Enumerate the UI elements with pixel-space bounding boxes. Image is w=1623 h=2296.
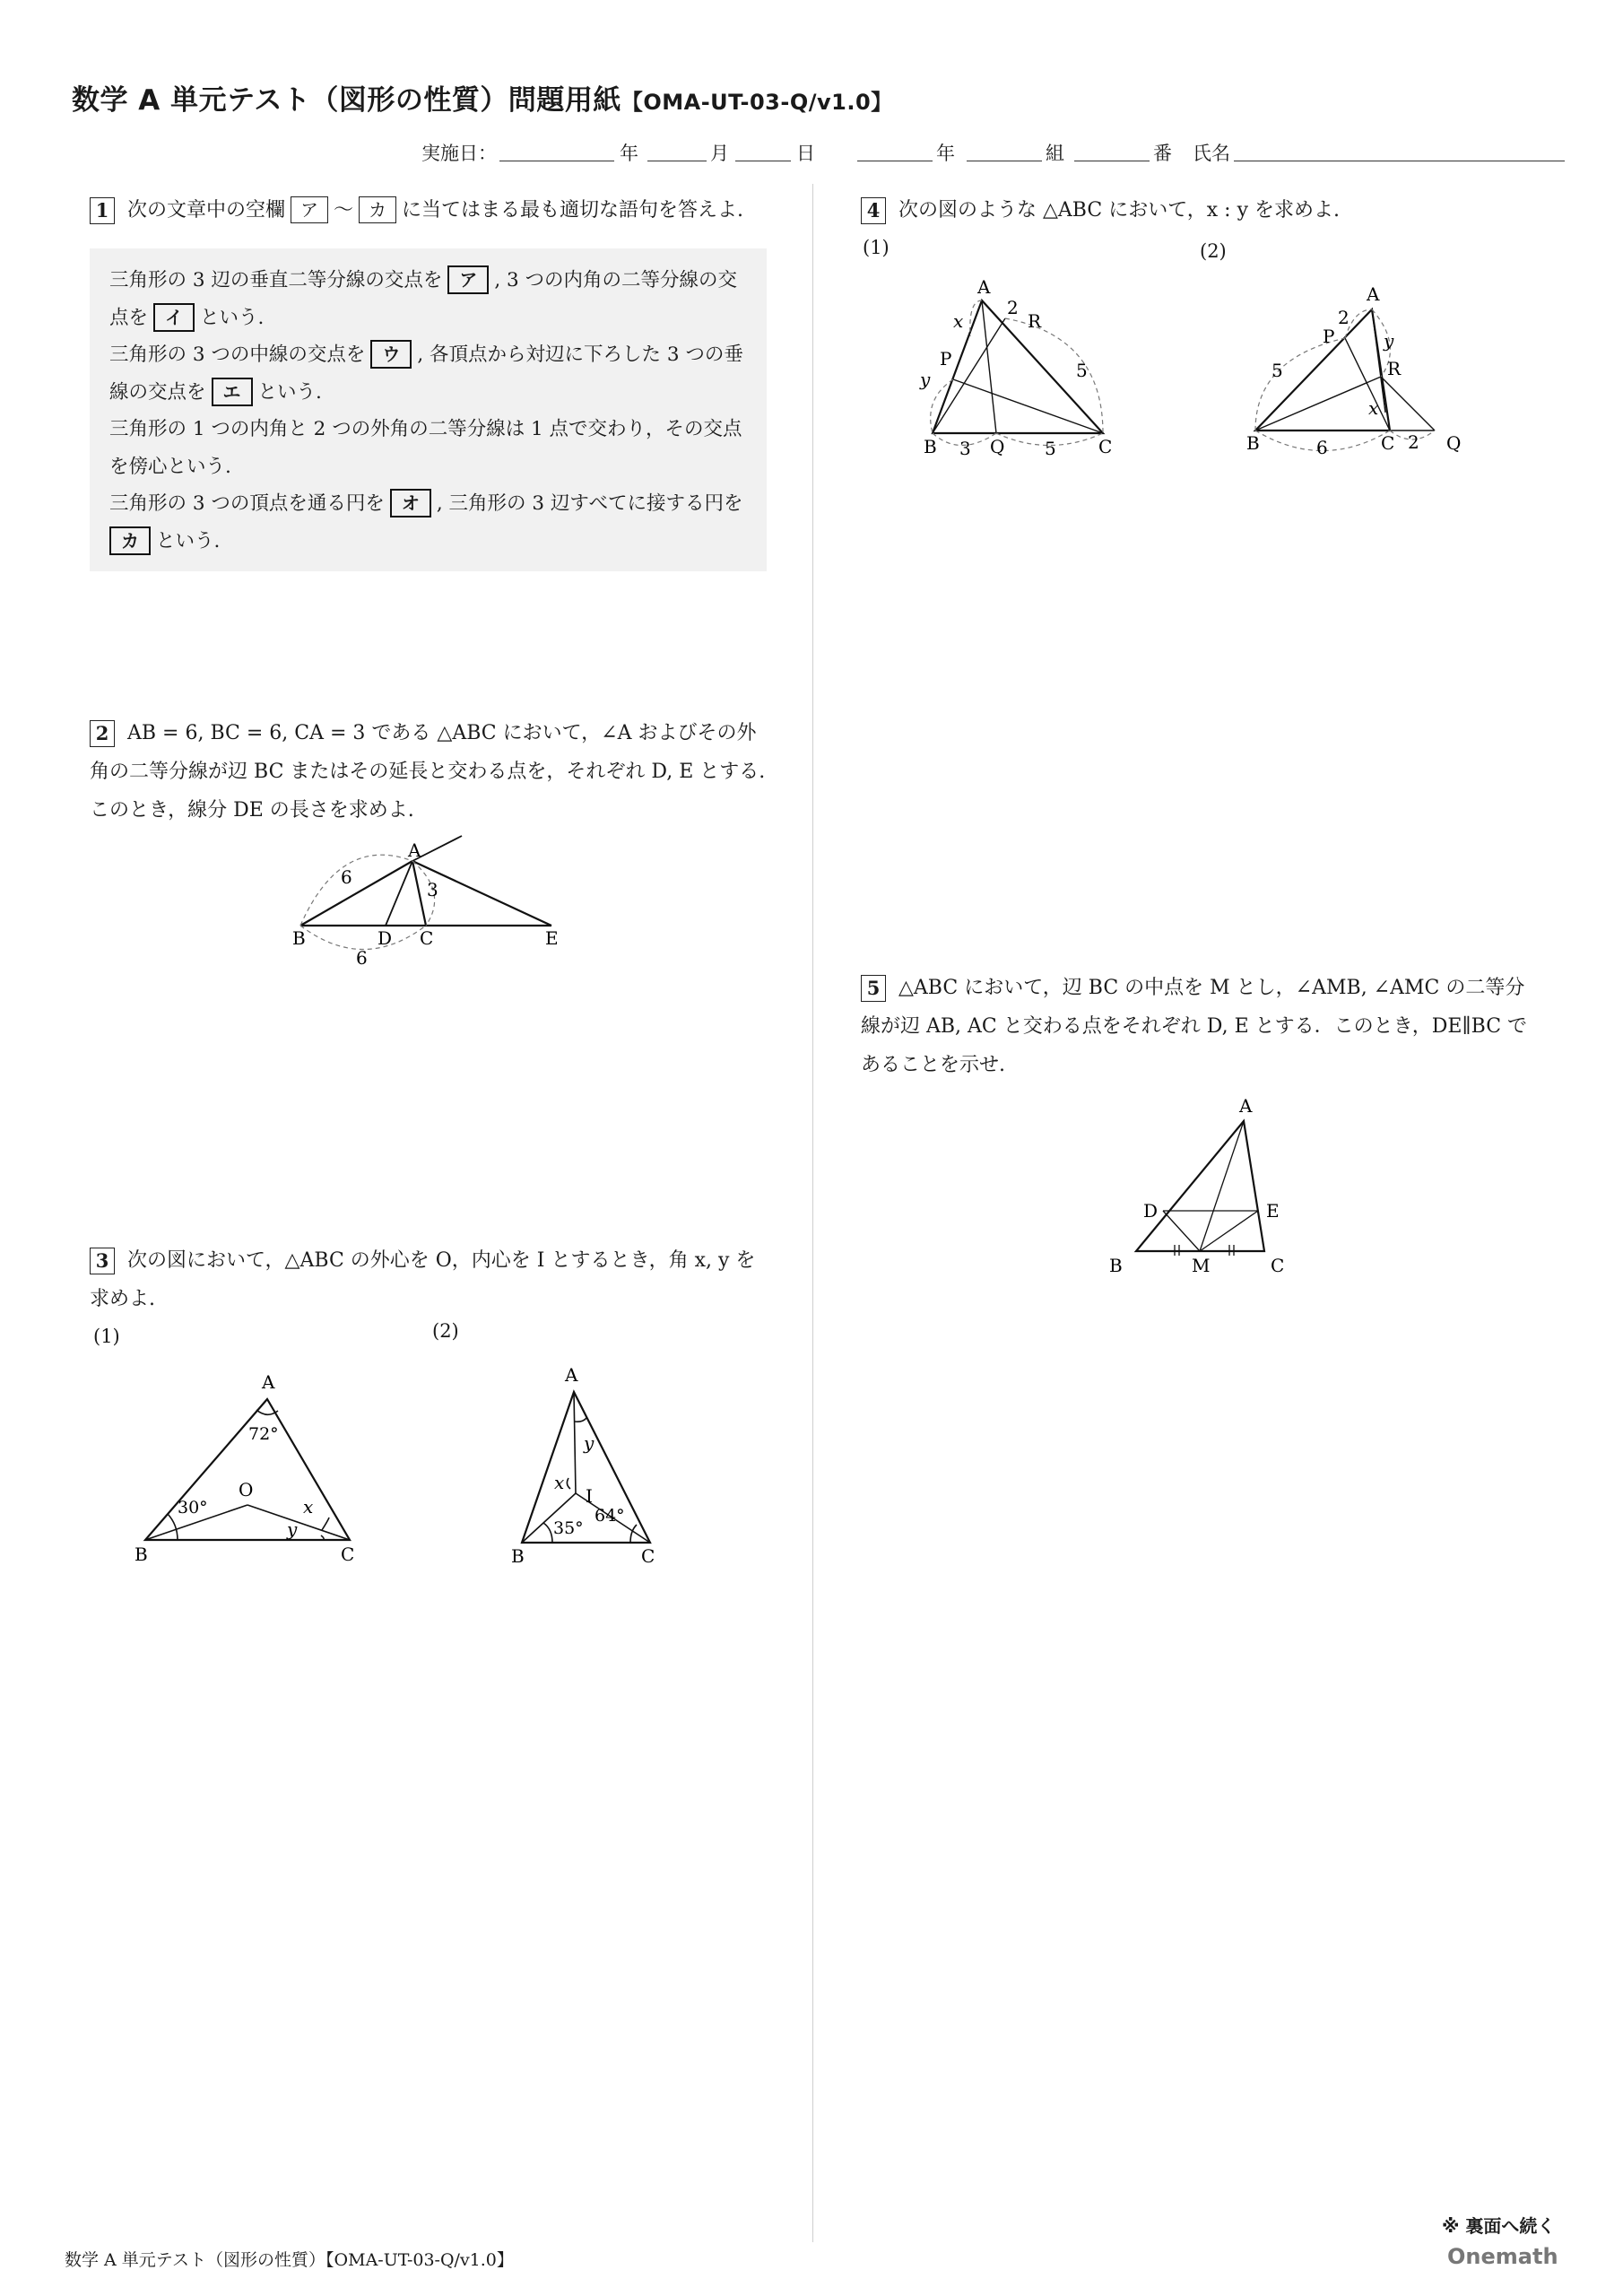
q2-l1: AB = 6, BC = 6, CA = 3 である △ABC において，∠A およびその外 (127, 722, 757, 744)
q4-part1-label: (1) (863, 237, 890, 258)
q2-l3: このとき，線分 DE の長さを求めよ. (90, 799, 414, 822)
q4-text: 次の図のような △ABC において，x : y を求めよ. (898, 199, 1340, 222)
q3-2-angle-x: x (554, 1472, 565, 1493)
q1-l6: を傍心という. (109, 455, 231, 478)
onemath-logo: Onemath (1447, 2244, 1558, 2269)
q1-l4a: 線の交点を (109, 380, 206, 404)
number-label: 番 (1153, 143, 1172, 164)
q4-2-label-P: P (1323, 326, 1335, 347)
q1-l5: 三角形の 1 つの内角と 2 つの外角の二等分線は 1 点で交わり，その交点 (109, 418, 742, 440)
q3-part2-label: (2) (432, 1320, 459, 1342)
q2-number: 2 (90, 720, 115, 747)
q5-figure (1098, 1085, 1314, 1283)
q3-part1-label: (1) (93, 1326, 120, 1347)
q1-l3a: 三角形の 3 つの中線の交点を (109, 344, 366, 366)
q1-text-b: に当てはまる最も適切な語句を答えよ. (402, 199, 744, 222)
q4-2-label-A: A (1367, 283, 1380, 305)
q1-box-a: ア (291, 196, 328, 223)
column-divider (812, 184, 813, 2242)
q2-len-ab: 6 (341, 866, 352, 888)
q5-l2: 線が辺 AB, AC と交わる点をそれぞれ D, E とする．このとき，DE∥BC で (861, 1015, 1528, 1038)
q3-figure-1 (126, 1363, 386, 1570)
q1-box-b: カ (359, 196, 396, 223)
q3-figure-2 (502, 1354, 681, 1574)
q1-number: 1 (90, 197, 115, 224)
q1-passage (109, 262, 755, 560)
q5-label-M: M (1192, 1255, 1211, 1276)
q3-l1: 次の図において，△ABC の外心を O，内心を I とするとき，角 x, y を (127, 1249, 756, 1272)
q4-number: 4 (861, 197, 886, 224)
q2-label-C: C (420, 927, 434, 949)
q2-prompt (90, 714, 780, 830)
answer-box-a[interactable]: ア (447, 265, 489, 294)
q4-prompt (861, 191, 1340, 230)
q3-2-label-I: I (586, 1485, 593, 1507)
q3-1-label-B: B (135, 1544, 148, 1565)
q1-l1a: 三角形の 3 辺の垂直二等分線の交点を (109, 269, 443, 291)
answer-box-u[interactable]: ウ (370, 340, 412, 369)
doc-code: 【OMA-UT-03-Q/v1.0】 (621, 90, 893, 115)
q5-l1: △ABC において，辺 BC の中点を M とし，∠AMB, ∠AMC の二等分 (898, 977, 1525, 999)
q4-2-label-Q: Q (1446, 432, 1462, 454)
q3-l2: 求めよ. (90, 1288, 155, 1310)
answer-box-i[interactable]: イ (153, 303, 195, 332)
q4-1-label-R: R (1028, 310, 1042, 332)
q1-l7b: , 三角形の 3 辺すべてに接する円を (436, 492, 743, 515)
q4-figure-2 (1237, 274, 1488, 466)
q3-1-label-A: A (262, 1371, 275, 1393)
q1-text-a: 次の文章中の空欄 (127, 199, 286, 222)
q2-label-A: A (408, 839, 421, 861)
q5-number: 5 (861, 975, 886, 1002)
answer-box-o[interactable]: オ (390, 489, 431, 517)
q1-l2b: という. (200, 306, 265, 329)
q4-1-label-A: A (977, 276, 991, 298)
date-label: 実施日： (421, 143, 497, 164)
q4-2-len-cq: 2 (1408, 431, 1419, 453)
q2-figure (269, 825, 592, 969)
q5-label-A: A (1239, 1095, 1253, 1117)
name-label: 氏名 (1193, 143, 1230, 164)
continue-note: ※ 裏面へ続く (1442, 2215, 1556, 2237)
q3-number: 3 (90, 1248, 115, 1274)
q3-1-label-C: C (341, 1544, 355, 1565)
q4-1-var-y: y (920, 369, 931, 390)
q3-prompt (90, 1241, 780, 1318)
q1-l4b: という. (257, 380, 322, 404)
q4-figure-1 (906, 274, 1148, 466)
day-label: 日 (796, 143, 815, 164)
q2-len-bc: 6 (356, 947, 368, 969)
q5-label-D: D (1143, 1200, 1159, 1222)
year-label: 年 (620, 143, 638, 164)
q4-2-len-bc: 6 (1316, 437, 1328, 458)
q5-prompt (861, 969, 1569, 1084)
grade-label: 年 (936, 143, 955, 164)
q1-tilde: 〜 (334, 199, 354, 222)
q4-1-label-Q: Q (990, 436, 1005, 457)
q1-prompt (90, 191, 743, 230)
q3-1-label-O: O (239, 1479, 254, 1500)
answer-box-ka[interactable]: カ (109, 526, 151, 555)
q2-label-B: B (292, 927, 306, 949)
q4-2-label-C: C (1381, 432, 1395, 454)
q5-label-E: E (1266, 1200, 1280, 1222)
month-label: 月 (710, 143, 729, 164)
q4-2-len-ap: 2 (1338, 307, 1350, 328)
footer-title: 数学 A 単元テスト（図形の性質）【OMA-UT-03-Q/v1.0】 (65, 2250, 514, 2270)
q2-label-E: E (545, 927, 559, 949)
q3-2-angle-y: y (584, 1432, 595, 1454)
q4-2-var-y: y (1384, 330, 1394, 352)
q5-label-C: C (1271, 1255, 1285, 1276)
q3-2-label-B: B (511, 1545, 525, 1567)
q3-1-angle-x: x (303, 1496, 314, 1518)
q5-label-B: B (1109, 1255, 1123, 1276)
q2-len-ac: 3 (427, 879, 438, 900)
q4-2-label-B: B (1246, 432, 1260, 454)
q4-1-label-P: P (940, 348, 952, 370)
q2-l2: 角の二等分線が辺 BC またはその延長と交わる点を，それぞれ D, E とする. (90, 761, 766, 783)
title-text: 数学 A 単元テスト（図形の性質）問題用紙 (72, 84, 621, 117)
q4-1-label-B: B (924, 436, 937, 457)
q3-2-label-A: A (565, 1364, 578, 1386)
q3-2-angle-c: 64° (595, 1506, 625, 1526)
q4-1-len-bq: 3 (959, 438, 971, 459)
q4-1-len-ar: 2 (1007, 297, 1019, 318)
q4-part2-label: (2) (1200, 240, 1227, 262)
q1-l7a: 三角形の 3 つの頂点を通る円を (109, 492, 385, 515)
page-title (72, 77, 893, 117)
q1-l1b: , 3 つの内角の二等分線の交 (494, 269, 738, 291)
q2-label-D: D (378, 927, 393, 949)
q1-l8b: という. (156, 529, 221, 552)
q4-2-var-x: x (1368, 397, 1379, 419)
q3-2-label-C: C (641, 1545, 655, 1567)
q1-l3b: , 各頂点から対辺に下ろした 3 つの垂 (417, 344, 743, 366)
q1-l2a: 点を (109, 306, 149, 329)
q4-1-len-rc: 5 (1076, 360, 1088, 381)
q3-1-angle-a: 72° (248, 1424, 279, 1444)
class-label: 組 (1046, 143, 1064, 164)
header-fields (421, 139, 1565, 168)
q4-2-label-R: R (1387, 358, 1402, 379)
q3-1-angle-y: y (287, 1518, 298, 1540)
q3-1-angle-b: 30° (178, 1498, 208, 1518)
q4-1-label-C: C (1098, 436, 1113, 457)
q3-2-angle-b: 35° (553, 1518, 584, 1538)
answer-box-e[interactable]: エ (212, 378, 253, 406)
q4-1-len-qc: 5 (1045, 438, 1056, 459)
q4-1-var-x: x (953, 310, 964, 332)
q4-2-len-pb: 5 (1271, 360, 1283, 381)
q5-l3: あることを示せ. (861, 1054, 1005, 1076)
